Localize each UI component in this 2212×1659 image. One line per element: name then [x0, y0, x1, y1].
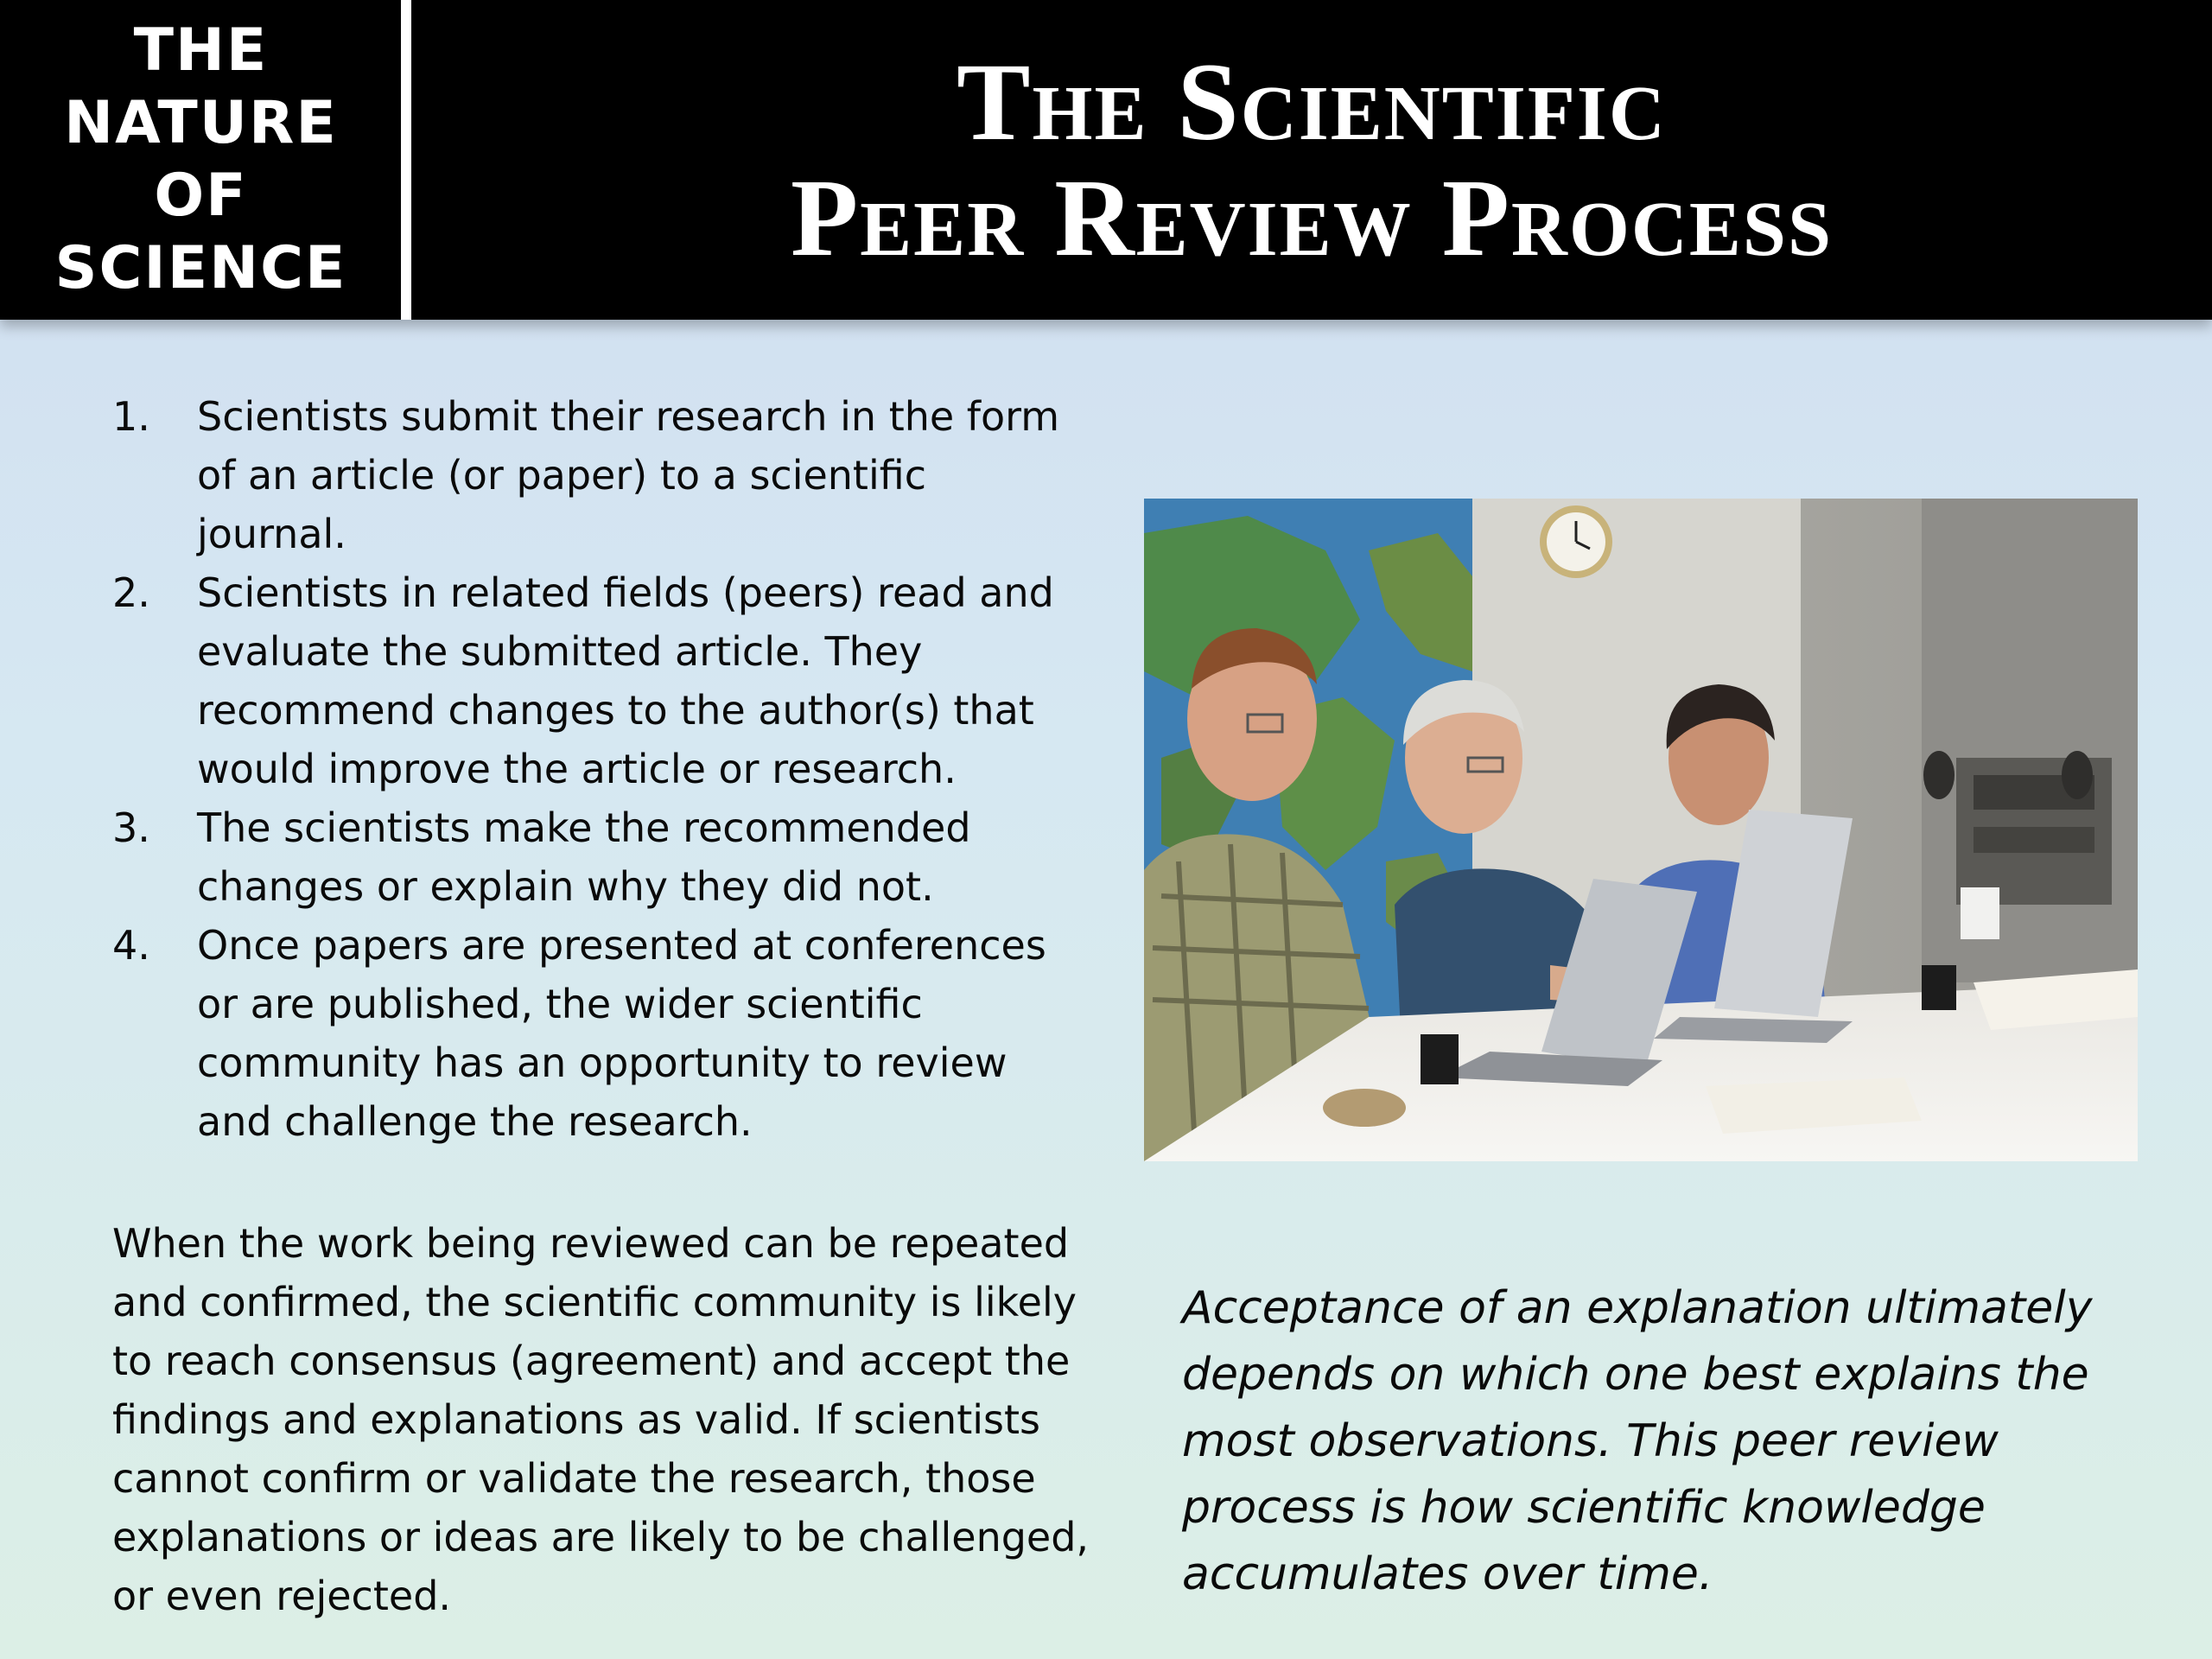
step-number: 2. [112, 569, 150, 616]
acceptance-quote: Acceptance of an explanation ultimately depends on which one best explains the most observations. This peer review process is how scientific knowledge accumulates over time. [1182, 1282, 2093, 1600]
step-text: Once papers are presented at conferences or are published, the wider scientific community has an opportunity to review and challenge the research. [197, 922, 1046, 1145]
step-number: 3. [112, 804, 150, 851]
list-item [112, 563, 1097, 798]
step-text: Scientists in related fields (peers) read and evaluate the submitted article. They recommend changes to the author(s) that would improve the article or research. [197, 569, 1054, 792]
title-line: The Scientific [957, 41, 1667, 163]
list-item [112, 798, 1097, 916]
list-item [112, 387, 1097, 563]
title-banner [0, 0, 2212, 320]
step-number: 1. [112, 393, 150, 440]
badge-line: OF [154, 162, 248, 230]
badge-line: NATURE [64, 89, 338, 157]
title-line: Peer Review Process [790, 156, 1834, 279]
scientists-meeting-photo [1144, 499, 2138, 1161]
badge-line: THE [133, 16, 269, 85]
step-text: The scientists make the recommended changes or explain why they did not. [197, 804, 971, 910]
review-steps-list [112, 387, 1097, 1151]
nature-of-science-badge [0, 0, 402, 320]
banner-divider [401, 0, 411, 320]
slide-title [411, 0, 2212, 320]
step-text: Scientists submit their research in the form of an article (or paper) to a scientific journal. [197, 393, 1060, 557]
badge-line: SCIENCE [54, 234, 347, 302]
consensus-paragraph: When the work being reviewed can be repeated and confirmed, the scientific community is likely to reach consensus (agreement) and accept the findings and explanations as valid. If scientists cannot confirm or validate the research, those explanations or ideas are likely to be challenged, or even rejected. [112, 1220, 1090, 1619]
step-number: 4. [112, 922, 150, 969]
list-item [112, 916, 1097, 1151]
